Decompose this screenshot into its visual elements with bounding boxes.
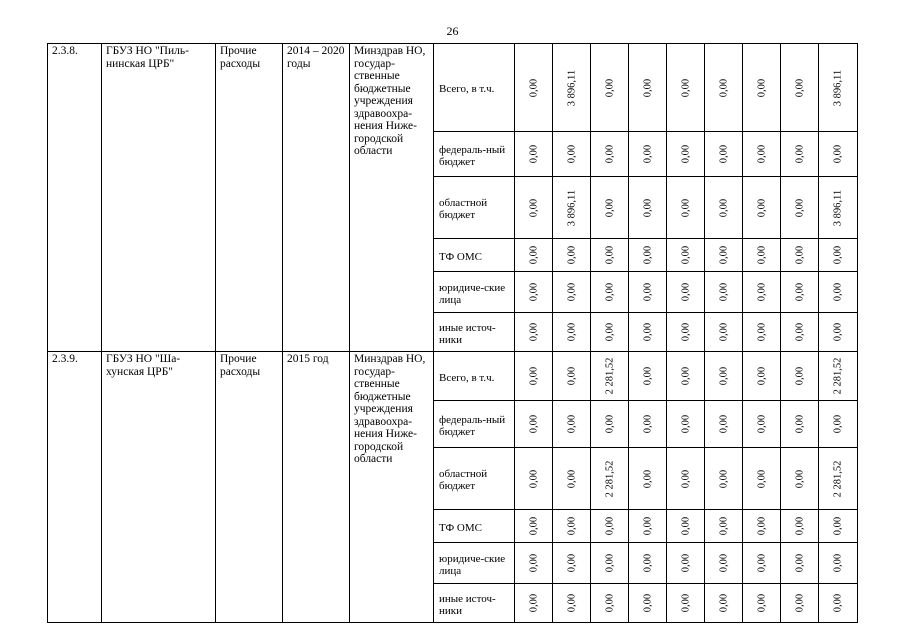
cell-value: 0,00 bbox=[832, 245, 844, 265]
table-row bbox=[48, 352, 858, 401]
value-cell bbox=[553, 239, 591, 272]
value-cell bbox=[591, 44, 629, 132]
cell-value: 0,00 bbox=[604, 553, 615, 573]
cell-value: 0,00 bbox=[566, 469, 577, 488]
cell-value: 0,00 bbox=[756, 414, 767, 434]
cell-value: 0,00 bbox=[680, 78, 691, 97]
cell-value: 0,00 bbox=[528, 593, 539, 613]
cell-value: 0,00 bbox=[566, 366, 577, 386]
cell-value: 3 896,11 bbox=[832, 69, 844, 106]
value-cell bbox=[781, 239, 819, 272]
cell-value: 0,00 bbox=[528, 516, 539, 536]
cell-value: 3 896,11 bbox=[832, 189, 844, 226]
value-cell bbox=[743, 44, 781, 132]
value-cell bbox=[705, 448, 743, 510]
value-cell bbox=[781, 448, 819, 510]
value-cell bbox=[781, 352, 819, 401]
cell-value: 0,00 bbox=[528, 245, 539, 265]
funding-source: иные источ-ники bbox=[434, 584, 515, 623]
cell-value: 0,00 bbox=[832, 322, 844, 342]
value-cell bbox=[591, 543, 629, 584]
value-cell bbox=[819, 239, 858, 272]
cell-value: 0,00 bbox=[718, 198, 729, 217]
cell-value: 0,00 bbox=[756, 516, 767, 536]
cell-value: 0,00 bbox=[718, 245, 729, 265]
cell-value: 0,00 bbox=[528, 469, 539, 488]
cell-value: 0,00 bbox=[756, 469, 767, 488]
value-cell bbox=[819, 401, 858, 448]
cell-value: 0,00 bbox=[680, 366, 691, 386]
cell-value: 0,00 bbox=[794, 245, 805, 265]
cell-value: 0,00 bbox=[680, 322, 691, 342]
cell-value: 0,00 bbox=[528, 366, 539, 386]
period: 2015 год bbox=[283, 352, 350, 623]
value-cell bbox=[743, 448, 781, 510]
value-cell bbox=[819, 584, 858, 623]
cell-value: 0,00 bbox=[528, 198, 539, 217]
cell-value: 2 281,52 bbox=[604, 357, 615, 395]
cell-value: 0,00 bbox=[832, 282, 844, 302]
cell-value: 0,00 bbox=[794, 144, 805, 164]
value-cell bbox=[743, 543, 781, 584]
cell-value: 0,00 bbox=[604, 593, 615, 613]
page-number: 26 bbox=[446, 24, 459, 38]
value-cell bbox=[705, 239, 743, 272]
value-cell bbox=[667, 448, 705, 510]
value-cell bbox=[743, 352, 781, 401]
cell-value: 0,00 bbox=[642, 322, 653, 342]
value-cell bbox=[743, 177, 781, 239]
cell-value: 0,00 bbox=[718, 516, 729, 536]
value-cell bbox=[667, 177, 705, 239]
value-cell bbox=[781, 272, 819, 313]
cell-value: 0,00 bbox=[756, 553, 767, 573]
value-cell bbox=[781, 44, 819, 132]
value-cell bbox=[629, 132, 667, 177]
value-cell bbox=[515, 352, 553, 401]
executor: Минздрав НО, государ-ственные бюджетные учреждения здравоохра-нения Ниже-городской области bbox=[350, 352, 434, 623]
cell-value: 0,00 bbox=[718, 322, 729, 342]
cell-value: 0,00 bbox=[604, 78, 615, 97]
value-cell bbox=[819, 543, 858, 584]
cell-value: 0,00 bbox=[756, 78, 767, 97]
organization-name: ГБУЗ НО "Пиль-нинская ЦРБ" bbox=[102, 44, 216, 352]
cell-value: 0,00 bbox=[528, 414, 539, 434]
cell-value: 0,00 bbox=[756, 322, 767, 342]
cell-value: 0,00 bbox=[566, 516, 577, 536]
value-cell bbox=[553, 352, 591, 401]
cell-value: 0,00 bbox=[794, 282, 805, 302]
value-cell bbox=[591, 272, 629, 313]
cell-value: 0,00 bbox=[566, 553, 577, 573]
value-cell bbox=[515, 543, 553, 584]
cell-value: 0,00 bbox=[604, 322, 615, 342]
funding-source: ТФ ОМС bbox=[434, 239, 515, 272]
table-row bbox=[48, 44, 858, 132]
cell-value: 0,00 bbox=[832, 516, 844, 536]
value-cell bbox=[819, 44, 858, 132]
value-cell bbox=[705, 352, 743, 401]
cell-value: 0,00 bbox=[832, 593, 844, 613]
value-cell bbox=[629, 44, 667, 132]
value-cell bbox=[515, 584, 553, 623]
cell-value: 0,00 bbox=[642, 78, 653, 97]
cell-value: 0,00 bbox=[794, 322, 805, 342]
cell-value: 0,00 bbox=[680, 282, 691, 302]
value-cell bbox=[743, 510, 781, 543]
value-cell bbox=[629, 352, 667, 401]
value-cell bbox=[553, 401, 591, 448]
value-cell bbox=[515, 239, 553, 272]
cell-value: 0,00 bbox=[756, 593, 767, 613]
funding-source: федераль-ный бюджет bbox=[434, 132, 515, 177]
value-cell bbox=[591, 132, 629, 177]
value-cell bbox=[629, 239, 667, 272]
value-cell bbox=[515, 448, 553, 510]
value-cell bbox=[591, 177, 629, 239]
value-cell bbox=[553, 313, 591, 352]
value-cell bbox=[819, 177, 858, 239]
cell-value: 0,00 bbox=[718, 366, 729, 386]
value-cell bbox=[515, 272, 553, 313]
value-cell bbox=[591, 239, 629, 272]
cell-value: 0,00 bbox=[604, 198, 615, 217]
funding-source: юридиче-ские лица bbox=[434, 543, 515, 584]
cell-value: 0,00 bbox=[794, 516, 805, 536]
cell-value: 0,00 bbox=[566, 322, 577, 342]
value-cell bbox=[629, 313, 667, 352]
cell-value: 0,00 bbox=[718, 593, 729, 613]
cell-value: 0,00 bbox=[718, 78, 729, 97]
value-cell bbox=[591, 401, 629, 448]
value-cell bbox=[629, 177, 667, 239]
cell-value: 0,00 bbox=[566, 414, 577, 434]
expense-type: Прочие расходы bbox=[216, 44, 283, 352]
cell-value: 0,00 bbox=[794, 366, 805, 386]
value-cell bbox=[705, 177, 743, 239]
value-cell bbox=[781, 401, 819, 448]
value-cell bbox=[553, 44, 591, 132]
value-cell bbox=[705, 44, 743, 132]
cell-value: 0,00 bbox=[528, 282, 539, 302]
value-cell bbox=[667, 543, 705, 584]
value-cell bbox=[629, 543, 667, 584]
funding-source: ТФ ОМС bbox=[434, 510, 515, 543]
cell-value: 0,00 bbox=[756, 282, 767, 302]
value-cell bbox=[553, 584, 591, 623]
value-cell bbox=[515, 510, 553, 543]
value-cell bbox=[591, 510, 629, 543]
value-cell bbox=[743, 313, 781, 352]
cell-value: 0,00 bbox=[794, 198, 805, 217]
cell-value: 0,00 bbox=[566, 245, 577, 265]
cell-value: 2 281,52 bbox=[604, 460, 615, 497]
value-cell bbox=[705, 510, 743, 543]
funding-source: иные источ-ники bbox=[434, 313, 515, 352]
value-cell bbox=[781, 177, 819, 239]
value-cell bbox=[553, 543, 591, 584]
funding-source: областной бюджет bbox=[434, 177, 515, 239]
value-cell bbox=[819, 313, 858, 352]
cell-value: 0,00 bbox=[604, 516, 615, 536]
value-cell bbox=[781, 132, 819, 177]
cell-value: 0,00 bbox=[642, 144, 653, 164]
value-cell bbox=[819, 352, 858, 401]
value-cell bbox=[667, 272, 705, 313]
value-cell bbox=[553, 448, 591, 510]
cell-value: 0,00 bbox=[680, 144, 691, 164]
value-cell bbox=[515, 401, 553, 448]
cell-value: 0,00 bbox=[642, 282, 653, 302]
organization-name: ГБУЗ НО "Ша-хунская ЦРБ" bbox=[102, 352, 216, 623]
cell-value: 0,00 bbox=[680, 469, 691, 488]
cell-value: 0,00 bbox=[756, 198, 767, 217]
value-cell bbox=[591, 584, 629, 623]
cell-value: 0,00 bbox=[718, 553, 729, 573]
cell-value: 0,00 bbox=[642, 593, 653, 613]
value-cell bbox=[629, 272, 667, 313]
cell-value: 0,00 bbox=[756, 366, 767, 386]
value-cell bbox=[553, 132, 591, 177]
cell-value: 0,00 bbox=[642, 245, 653, 265]
cell-value: 0,00 bbox=[528, 553, 539, 573]
value-cell bbox=[781, 510, 819, 543]
value-cell bbox=[629, 448, 667, 510]
value-cell bbox=[743, 132, 781, 177]
cell-value: 0,00 bbox=[794, 469, 805, 488]
funding-source: федераль-ный бюджет bbox=[434, 401, 515, 448]
value-cell bbox=[667, 239, 705, 272]
value-cell bbox=[781, 584, 819, 623]
cell-value: 0,00 bbox=[794, 414, 805, 434]
value-cell bbox=[705, 272, 743, 313]
cell-value: 0,00 bbox=[528, 144, 539, 164]
value-cell bbox=[705, 584, 743, 623]
value-cell bbox=[705, 313, 743, 352]
cell-value: 0,00 bbox=[794, 593, 805, 613]
item-number: 2.3.9. bbox=[48, 352, 102, 623]
item-number: 2.3.8. bbox=[48, 44, 102, 352]
cell-value: 3 896,11 bbox=[566, 189, 577, 226]
cell-value: 0,00 bbox=[680, 245, 691, 265]
cell-value: 2 281,52 bbox=[832, 460, 844, 497]
value-cell bbox=[743, 272, 781, 313]
value-cell bbox=[705, 132, 743, 177]
cell-value: 0,00 bbox=[566, 282, 577, 302]
cell-value: 0,00 bbox=[604, 414, 615, 434]
executor: Минздрав НО, государ-ственные бюджетные учреждения здравоохра-нения Ниже-городской области bbox=[350, 44, 434, 352]
value-cell bbox=[667, 44, 705, 132]
value-cell bbox=[743, 239, 781, 272]
cell-value: 0,00 bbox=[832, 553, 844, 573]
period: 2014 – 2020 годы bbox=[283, 44, 350, 352]
value-cell bbox=[819, 272, 858, 313]
funding-source: Всего, в т.ч. bbox=[434, 352, 515, 401]
value-cell bbox=[553, 272, 591, 313]
value-cell bbox=[667, 401, 705, 448]
value-cell bbox=[743, 584, 781, 623]
value-cell bbox=[705, 543, 743, 584]
cell-value: 0,00 bbox=[794, 553, 805, 573]
cell-value: 0,00 bbox=[642, 553, 653, 573]
cell-value: 0,00 bbox=[642, 469, 653, 488]
cell-value: 0,00 bbox=[642, 366, 653, 386]
cell-value: 0,00 bbox=[566, 593, 577, 613]
value-cell bbox=[629, 401, 667, 448]
cell-value: 0,00 bbox=[528, 78, 539, 97]
value-cell bbox=[629, 584, 667, 623]
cell-value: 0,00 bbox=[604, 282, 615, 302]
funding-source: юридиче-ские лица bbox=[434, 272, 515, 313]
cell-value: 0,00 bbox=[680, 414, 691, 434]
value-cell bbox=[667, 510, 705, 543]
cell-value: 0,00 bbox=[528, 322, 539, 342]
cell-value: 0,00 bbox=[718, 414, 729, 434]
value-cell bbox=[515, 177, 553, 239]
expense-type: Прочие расходы bbox=[216, 352, 283, 623]
value-cell bbox=[667, 313, 705, 352]
cell-value: 0,00 bbox=[756, 245, 767, 265]
cell-value: 0,00 bbox=[832, 414, 844, 434]
value-cell bbox=[515, 313, 553, 352]
cell-value: 0,00 bbox=[718, 144, 729, 164]
value-cell bbox=[819, 132, 858, 177]
cell-value: 0,00 bbox=[566, 144, 577, 164]
cell-value: 0,00 bbox=[680, 553, 691, 573]
cell-value: 0,00 bbox=[604, 144, 615, 164]
cell-value: 0,00 bbox=[718, 469, 729, 488]
value-cell bbox=[781, 543, 819, 584]
budget-table bbox=[47, 43, 858, 623]
cell-value: 2 281,52 bbox=[832, 357, 844, 395]
funding-source: Всего, в т.ч. bbox=[434, 44, 515, 132]
cell-value: 0,00 bbox=[718, 282, 729, 302]
value-cell bbox=[553, 510, 591, 543]
cell-value: 0,00 bbox=[642, 198, 653, 217]
cell-value: 0,00 bbox=[642, 516, 653, 536]
value-cell bbox=[819, 510, 858, 543]
cell-value: 3 896,11 bbox=[566, 69, 577, 106]
cell-value: 0,00 bbox=[604, 245, 615, 265]
value-cell bbox=[591, 352, 629, 401]
value-cell bbox=[667, 352, 705, 401]
value-cell bbox=[629, 510, 667, 543]
value-cell bbox=[667, 132, 705, 177]
funding-source: областной бюджет bbox=[434, 448, 515, 510]
value-cell bbox=[743, 401, 781, 448]
value-cell bbox=[515, 44, 553, 132]
value-cell bbox=[819, 448, 858, 510]
value-cell bbox=[591, 448, 629, 510]
value-cell bbox=[781, 313, 819, 352]
value-cell bbox=[705, 401, 743, 448]
cell-value: 0,00 bbox=[756, 144, 767, 164]
value-cell bbox=[515, 132, 553, 177]
cell-value: 0,00 bbox=[642, 414, 653, 434]
cell-value: 0,00 bbox=[832, 144, 844, 164]
cell-value: 0,00 bbox=[680, 516, 691, 536]
value-cell bbox=[591, 313, 629, 352]
cell-value: 0,00 bbox=[680, 198, 691, 217]
value-cell bbox=[553, 177, 591, 239]
value-cell bbox=[667, 584, 705, 623]
cell-value: 0,00 bbox=[794, 78, 805, 97]
cell-value: 0,00 bbox=[680, 593, 691, 613]
